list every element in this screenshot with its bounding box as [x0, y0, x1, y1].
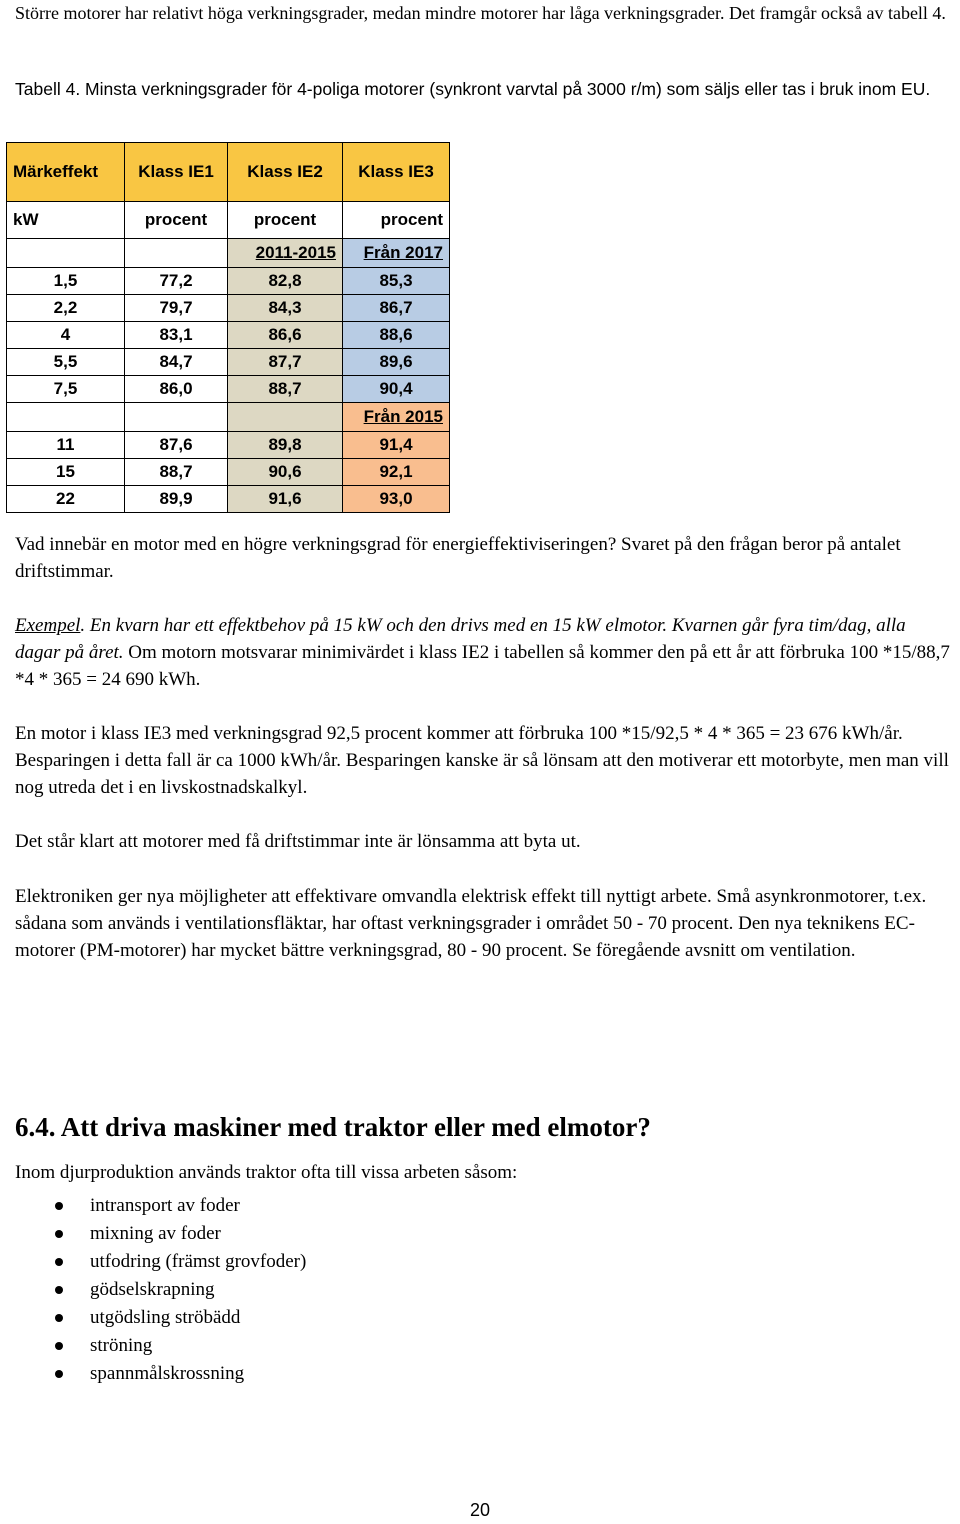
bullet-icon — [55, 1314, 63, 1322]
list-item-text: utgödsling ströbädd — [90, 1307, 241, 1328]
table-row — [7, 432, 450, 459]
table-cell: 91,4 — [343, 432, 450, 459]
table-cell: 87,6 — [125, 432, 228, 459]
table-cell: 85,3 — [343, 268, 450, 295]
subheader-cell — [7, 403, 125, 432]
table-caption: Tabell 4. Minsta verkningsgrader för 4-poliga motorer (synkront varvtal på 3000 r/m) som säljs eller tas i bruk inom EU. — [15, 79, 931, 99]
unit-cell: procent — [125, 202, 228, 239]
efficiency-table — [6, 142, 450, 513]
table-header-row — [7, 143, 450, 202]
table-cell: 5,5 — [7, 349, 125, 376]
subheader-cell — [125, 403, 228, 432]
bullet-icon — [55, 1202, 63, 1210]
unit-cell: procent — [343, 202, 450, 239]
header-cell: Klass IE1 — [125, 143, 228, 202]
paragraph-example — [15, 612, 950, 693]
table-row — [7, 376, 450, 403]
list-item — [55, 1220, 306, 1248]
paragraph-electronics: Elektroniken ger nya möjligheter att effektivare omvandla elektrisk effekt till nyttigt arbete. Små asynkronmotorer, t.ex. sådana som används i ventilationsfläktar, har oftast verkningsgrader i området 50 - 70 procent. Den nya teknikens EC-motorer (PM-motorer) har mycket bättre verkningsgrad, 80 - 90 procent. Se föregående avsnitt om ventilation. — [15, 886, 927, 961]
list-item — [55, 1332, 306, 1360]
subheader-cell — [125, 239, 228, 268]
table-cell: 88,7 — [125, 459, 228, 486]
table-cell: 82,8 — [228, 268, 343, 295]
list-item-text: spannmålskrossning — [90, 1363, 245, 1384]
page-number: 20 — [469, 1500, 491, 1520]
list-item-text: mixning av foder — [90, 1223, 221, 1244]
subheader-cell — [228, 403, 343, 432]
list-item-text: gödselskrapning — [90, 1279, 215, 1300]
table-cell: 15 — [7, 459, 125, 486]
bullet-icon — [55, 1258, 63, 1266]
table-cell: 83,1 — [125, 322, 228, 349]
list-item-text: utfodring (främst grovfoder) — [90, 1251, 307, 1272]
table-cell: 90,6 — [228, 459, 343, 486]
table-cell: 92,1 — [343, 459, 450, 486]
table-cell: 89,6 — [343, 349, 450, 376]
table-unit-row — [7, 202, 450, 239]
table-cell: 77,2 — [125, 268, 228, 295]
table-cell: 88,7 — [228, 376, 343, 403]
table-cell: 2,2 — [7, 295, 125, 322]
table-cell: 93,0 — [343, 486, 450, 513]
bullet-icon — [55, 1370, 63, 1378]
table-row — [7, 459, 450, 486]
paragraph-ie3-motor: En motor i klass IE3 med verkningsgrad 92,5 procent kommer att förbruka 100 *15/92,5 * 4 * 365 = 23 676 kWh/år. Besparingen i detta fall är ca 1000 kWh/år. Besparingen kanske är så lönsam att den motiverar ett motorbyte, men man vill nog utreda det i en livskostnadskalkyl. — [15, 723, 949, 798]
example-italic-text: . En kvarn har ett effektbehov på 15 kW och den drivs med en 15 kW elmotor. Kvarnen går fyra tim/dag, alla dagar på året. — [15, 615, 906, 663]
list-item-text: ströning — [90, 1335, 153, 1356]
table-cell: 86,7 — [343, 295, 450, 322]
list-item — [55, 1192, 306, 1220]
intro-paragraph: Större motorer har relativt höga verkningsgrader, medan mindre motorer har låga verkningsgrader. Det framgår också av tabell 4. — [15, 3, 946, 23]
table-cell: 84,3 — [228, 295, 343, 322]
table-row — [7, 322, 450, 349]
bullet-icon — [55, 1286, 63, 1294]
table-subheader-row — [7, 403, 450, 432]
subheader-cell — [7, 239, 125, 268]
table-cell: 86,0 — [125, 376, 228, 403]
subheader-cell: 2011-2015 — [228, 239, 343, 268]
unit-cell: procent — [228, 202, 343, 239]
bullet-icon — [55, 1342, 63, 1350]
table-cell: 79,7 — [125, 295, 228, 322]
list-item — [55, 1304, 306, 1332]
header-cell: Märkeffekt — [7, 143, 125, 202]
list-item — [55, 1248, 306, 1276]
table-row — [7, 268, 450, 295]
table-cell: 89,9 — [125, 486, 228, 513]
paragraph-energy-question: Vad innebär en motor med en högre verkningsgrad för energieffektiviseringen? Svaret på den frågan beror på antalet driftstimmar. — [15, 534, 901, 582]
table-cell: 90,4 — [343, 376, 450, 403]
example-rest-text: Om motorn motsvarar minimivärdet i klass IE2 i tabellen så kommer den på ett år att förbruka 100 *15/88,7 *4 * 365 = 24 690 kWh. — [15, 642, 950, 690]
task-list — [55, 1192, 306, 1388]
table-cell: 11 — [7, 432, 125, 459]
table-row — [7, 486, 450, 513]
section-heading: 6.4. Att driva maskiner med traktor eller med elmotor? — [15, 1112, 651, 1142]
table-cell: 91,6 — [228, 486, 343, 513]
table-row — [7, 349, 450, 376]
unit-cell: kW — [7, 202, 125, 239]
table-cell: 4 — [7, 322, 125, 349]
table-cell: 88,6 — [343, 322, 450, 349]
example-label: Exempel — [15, 615, 81, 636]
table-cell: 7,5 — [7, 376, 125, 403]
table-cell: 1,5 — [7, 268, 125, 295]
subheader-cell: Från 2017 — [343, 239, 450, 268]
subheader-cell: Från 2015 — [343, 403, 450, 432]
paragraph-conclusion: Det står klart att motorer med få driftstimmar inte är lönsamma att byta ut. — [15, 831, 581, 852]
header-cell: Klass IE2 — [228, 143, 343, 202]
list-item-text: intransport av foder — [90, 1195, 240, 1216]
table-cell: 84,7 — [125, 349, 228, 376]
section-intro: Inom djurproduktion används traktor ofta till vissa arbeten såsom: — [15, 1162, 518, 1183]
header-cell: Klass IE3 — [343, 143, 450, 202]
bullet-icon — [55, 1230, 63, 1238]
table-row — [7, 295, 450, 322]
table-subheader-row — [7, 239, 450, 268]
table-cell: 86,6 — [228, 322, 343, 349]
list-item — [55, 1360, 306, 1388]
table-cell: 22 — [7, 486, 125, 513]
table-cell: 89,8 — [228, 432, 343, 459]
table-cell: 87,7 — [228, 349, 343, 376]
list-item — [55, 1276, 306, 1304]
